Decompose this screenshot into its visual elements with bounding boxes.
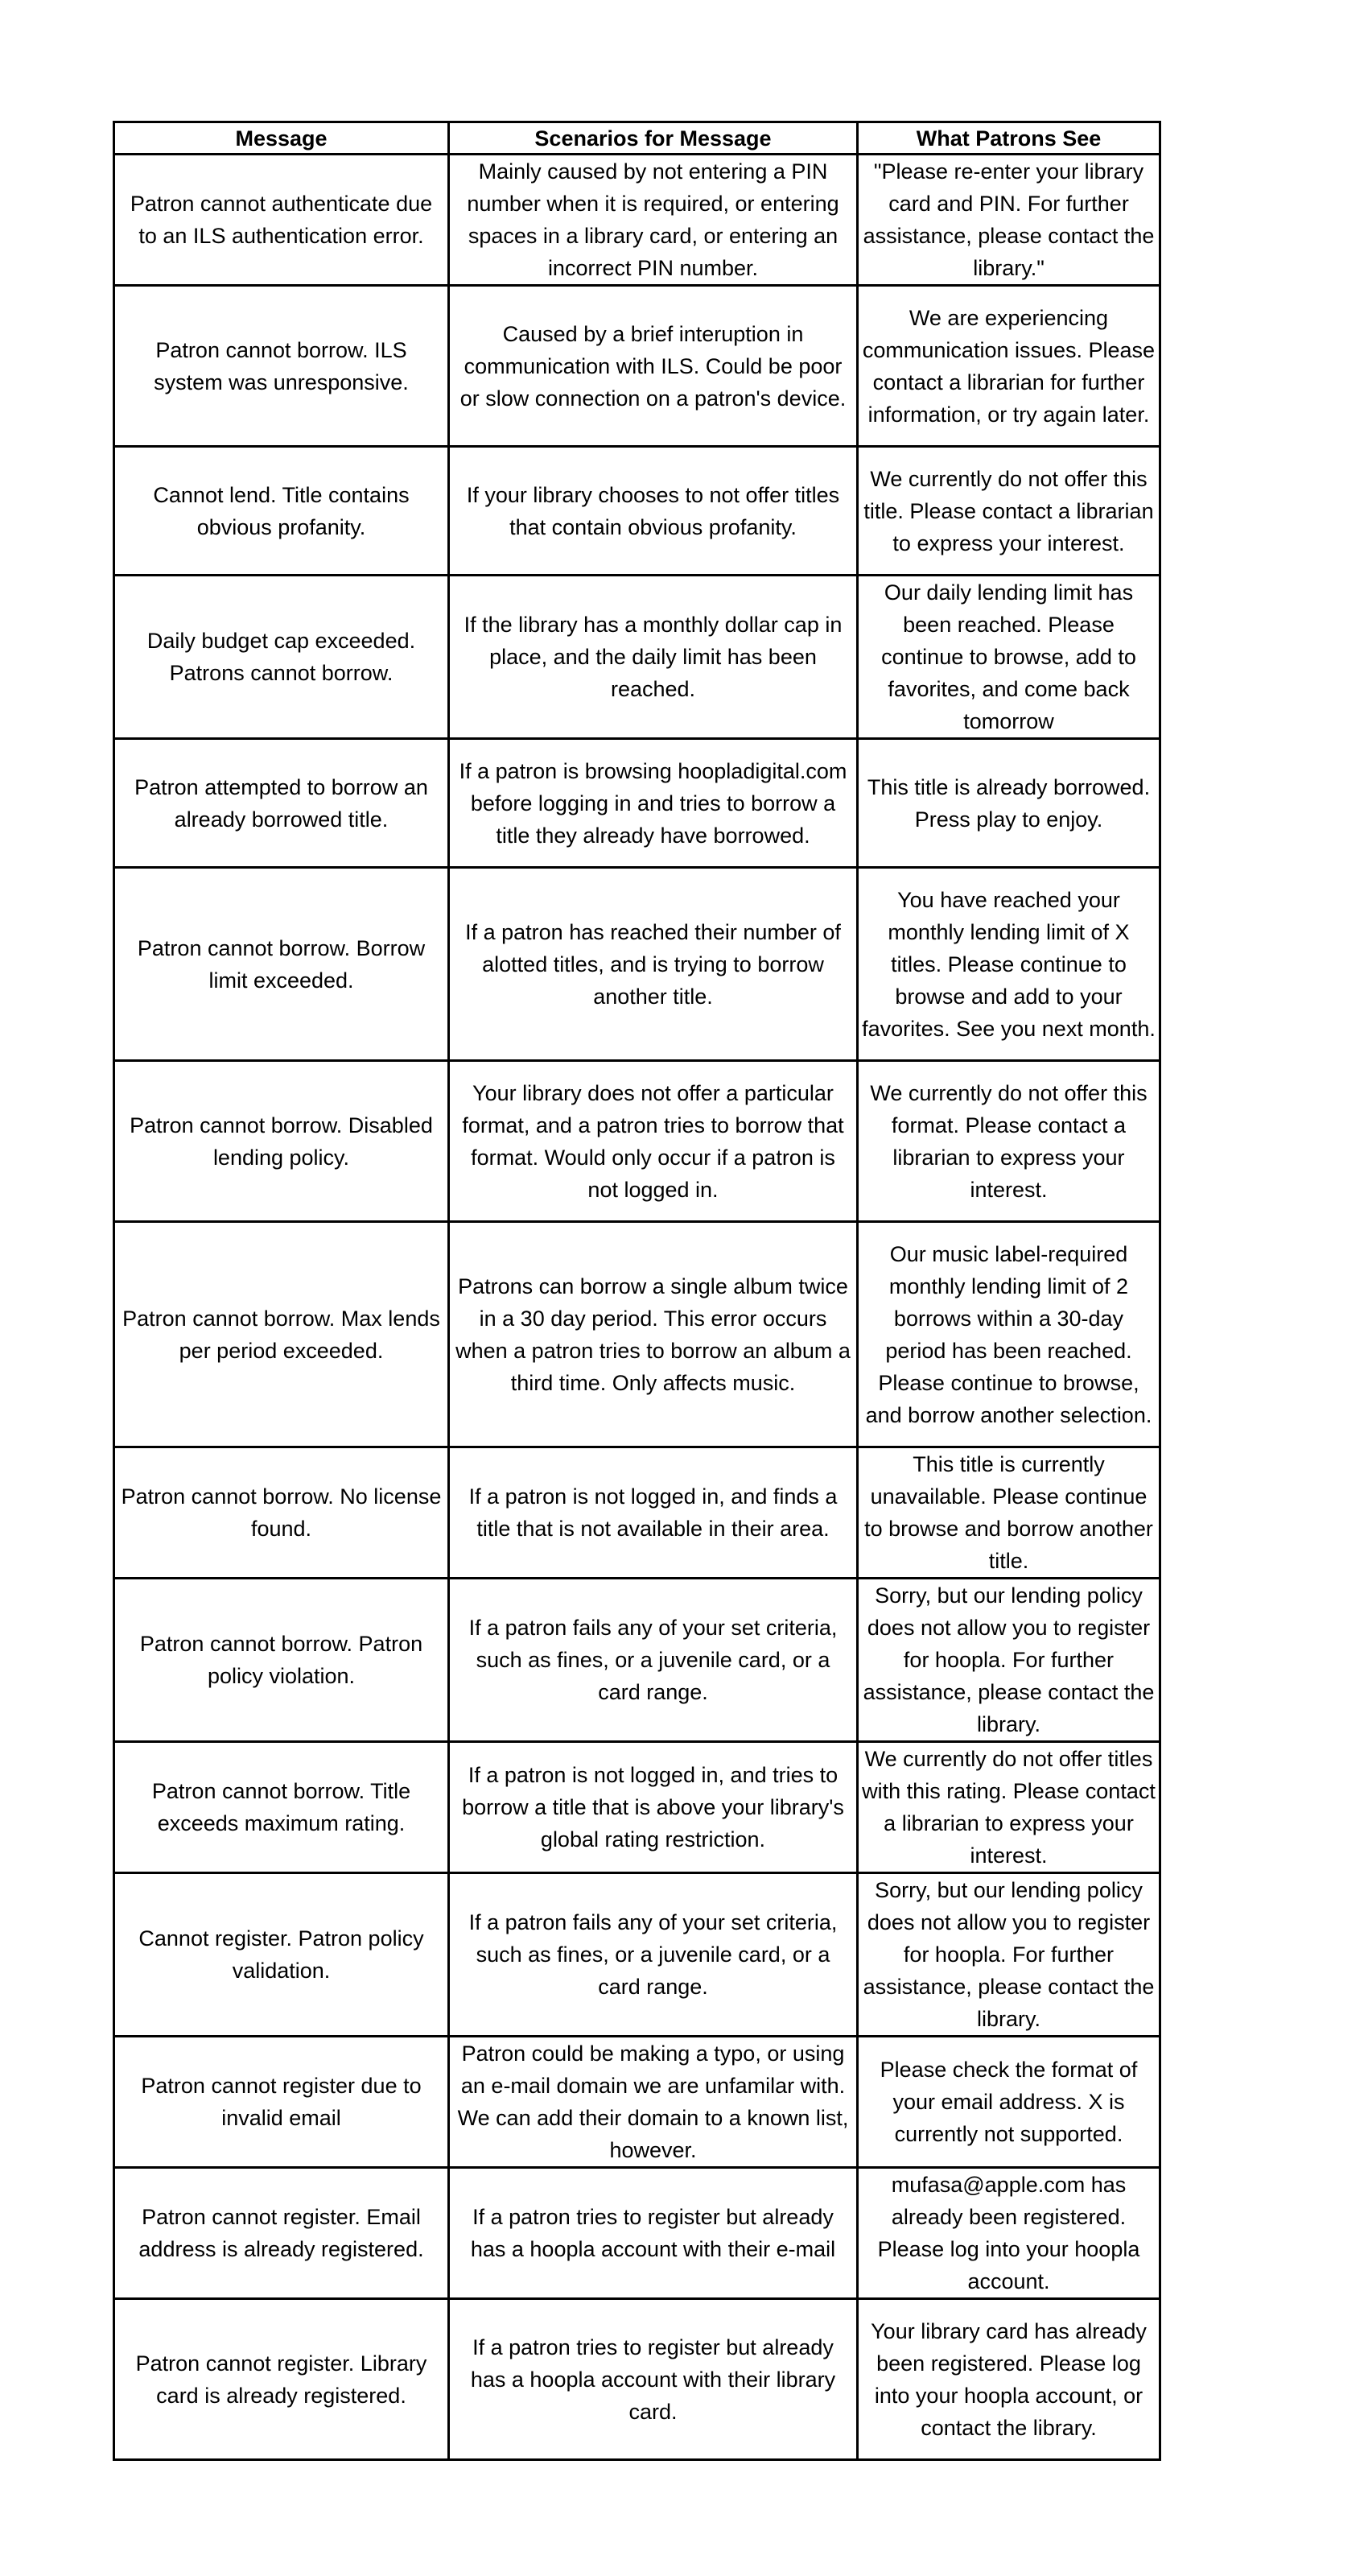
header-what-patrons-see: What Patrons See (858, 122, 1160, 155)
table-row (114, 739, 1160, 868)
table-row (114, 868, 1160, 1061)
table-row (114, 1742, 1160, 1873)
header-message: Message (114, 122, 449, 155)
patron-sees-cell: Sorry, but our lending policy does not allow you to register for hoopla. For further assistance, please contact the library. (858, 1873, 1160, 2037)
table-row (114, 2037, 1160, 2168)
table-row (114, 1061, 1160, 1222)
table-row (114, 2168, 1160, 2299)
patron-sees-cell: This title is currently unavailable. Please continue to browse and borrow another title. (858, 1447, 1160, 1579)
message-cell: Patron cannot register. Library card is already registered. (114, 2299, 449, 2460)
patron-sees-cell: mufasa@apple.com has already been registered. Please log into your hoopla account. (858, 2168, 1160, 2299)
scenario-cell: Mainly caused by not entering a PIN number when it is required, or entering spaces in a library card, or entering an incorrect PIN number. (449, 155, 858, 286)
table-row (114, 447, 1160, 576)
table-row (114, 155, 1160, 286)
message-cell: Patron cannot borrow. Borrow limit exceeded. (114, 868, 449, 1061)
patron-sees-cell: We currently do not offer this format. Please contact a librarian to express your interest. (858, 1061, 1160, 1222)
table-row (114, 286, 1160, 447)
message-cell: Patron cannot borrow. Max lends per period exceeded. (114, 1222, 449, 1447)
message-cell: Patron cannot borrow. Disabled lending policy. (114, 1061, 449, 1222)
message-cell: Patron cannot borrow. Title exceeds maximum rating. (114, 1742, 449, 1873)
table-row (114, 1222, 1160, 1447)
scenario-cell: Patron could be making a typo, or using an e-mail domain we are unfamilar with. We can add their domain to a known list, however. (449, 2037, 858, 2168)
message-cell: Patron cannot authenticate due to an ILS authentication error. (114, 155, 449, 286)
patron-sees-cell: We currently do not offer this title. Please contact a librarian to express your interest. (858, 447, 1160, 576)
scenario-cell: If the library has a monthly dollar cap in place, and the daily limit has been reached. (449, 576, 858, 739)
message-table (113, 121, 1161, 2461)
message-cell: Cannot lend. Title contains obvious profanity. (114, 447, 449, 576)
scenario-cell: If a patron is not logged in, and finds a title that is not available in their area. (449, 1447, 858, 1579)
message-cell: Patron attempted to borrow an already borrowed title. (114, 739, 449, 868)
scenario-cell: Your library does not offer a particular format, and a patron tries to borrow that format. Would only occur if a patron is not logged in. (449, 1061, 858, 1222)
message-cell: Patron cannot register due to invalid email (114, 2037, 449, 2168)
patron-sees-cell: Our music label-required monthly lending limit of 2 borrows within a 30-day period has been reached. Please continue to browse, and borrow another selection. (858, 1222, 1160, 1447)
scenario-cell: If a patron is browsing hoopladigital.com before logging in and tries to borrow a title they already have borrowed. (449, 739, 858, 868)
table-row (114, 2299, 1160, 2460)
message-cell: Patron cannot borrow. No license found. (114, 1447, 449, 1579)
patron-sees-cell: Sorry, but our lending policy does not allow you to register for hoopla. For further assistance, please contact the library. (858, 1579, 1160, 1742)
scenario-cell: If a patron tries to register but already has a hoopla account with their library card. (449, 2299, 858, 2460)
table-row (114, 576, 1160, 739)
patron-sees-cell: You have reached your monthly lending limit of X titles. Please continue to browse and add to your favorites. See you next month. (858, 868, 1160, 1061)
message-cell: Daily budget cap exceeded. Patrons cannot borrow. (114, 576, 449, 739)
scenario-cell: Patrons can borrow a single album twice in a 30 day period. This error occurs when a patron tries to borrow an album a third time. Only affects music. (449, 1222, 858, 1447)
scenario-cell: If a patron fails any of your set criteria, such as fines, or a juvenile card, or a card range. (449, 1873, 858, 2037)
patron-sees-cell: "Please re-enter your library card and PIN. For further assistance, please contact the library." (858, 155, 1160, 286)
table-row (114, 1579, 1160, 1742)
header-scenarios: Scenarios for Message (449, 122, 858, 155)
scenario-cell: If a patron fails any of your set criteria, such as fines, or a juvenile card, or a card range. (449, 1579, 858, 1742)
message-cell: Cannot register. Patron policy validation. (114, 1873, 449, 2037)
scenario-cell: If your library chooses to not offer titles that contain obvious profanity. (449, 447, 858, 576)
table-row (114, 1447, 1160, 1579)
scenario-cell: If a patron has reached their number of alotted titles, and is trying to borrow another title. (449, 868, 858, 1061)
scenario-cell: Caused by a brief interuption in communication with ILS. Could be poor or slow connection on a patron's device. (449, 286, 858, 447)
patron-sees-cell: Your library card has already been registered. Please log into your hoopla account, or contact the library. (858, 2299, 1160, 2460)
message-cell: Patron cannot borrow. Patron policy violation. (114, 1579, 449, 1742)
scenario-cell: If a patron tries to register but already has a hoopla account with their e-mail (449, 2168, 858, 2299)
message-cell: Patron cannot borrow. ILS system was unresponsive. (114, 286, 449, 447)
table-row (114, 1873, 1160, 2037)
patron-sees-cell: Our daily lending limit has been reached. Please continue to browse, add to favorites, and come back tomorrow (858, 576, 1160, 739)
patron-sees-cell: We are experiencing communication issues. Please contact a librarian for further information, or try again later. (858, 286, 1160, 447)
patron-sees-cell: We currently do not offer titles with this rating. Please contact a librarian to express your interest. (858, 1742, 1160, 1873)
table-header-row (114, 122, 1160, 155)
message-cell: Patron cannot register. Email address is already registered. (114, 2168, 449, 2299)
patron-sees-cell: Please check the format of your email address. X is currently not supported. (858, 2037, 1160, 2168)
message-table-container (113, 121, 1159, 2461)
patron-sees-cell: This title is already borrowed. Press play to enjoy. (858, 739, 1160, 868)
scenario-cell: If a patron is not logged in, and tries to borrow a title that is above your library's global rating restriction. (449, 1742, 858, 1873)
